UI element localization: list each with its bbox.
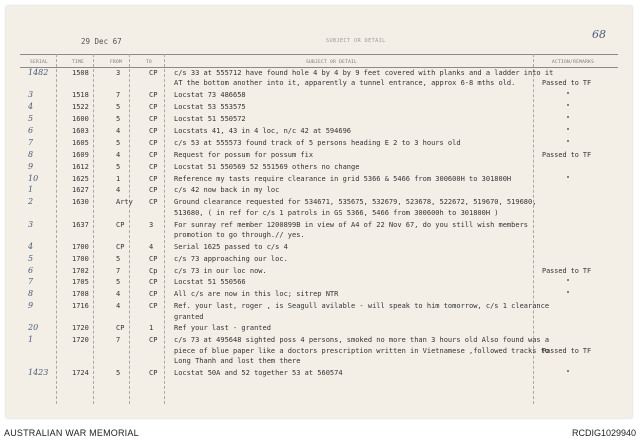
entry-action: "	[566, 115, 571, 123]
entry-action: "	[566, 103, 571, 112]
entry-detail-line: c/s 73 in our loc now.	[174, 266, 267, 275]
entry-detail-line: Locstat 53 553575	[174, 103, 246, 112]
entry-from: CP	[116, 242, 125, 251]
col-header-subject: SUBJECT OR DETAIL	[306, 60, 358, 65]
entry-detail-line: c/s 73 approaching our loc.	[174, 254, 288, 263]
entry-from: Arty	[116, 198, 133, 207]
entry-time: 1518	[72, 91, 89, 100]
entry-to: CP	[149, 198, 158, 207]
entry-detail-line: All c/s are now in this loc; sitrep NTR	[174, 290, 339, 299]
entry-time: 1605	[72, 138, 89, 147]
entry-from: 5	[116, 368, 121, 377]
entry-time: 1708	[72, 290, 89, 299]
entry-time: 1627	[72, 186, 89, 195]
entry-time: 1603	[72, 126, 89, 135]
entry-serial: 1	[28, 185, 34, 195]
entry-action: Passed to TF	[542, 266, 592, 275]
entry-detail-line: Ref. your last, roger , is Seagull avilable - will speak to him tomorrow, c/s 1 clearance	[174, 302, 550, 311]
entry-detail-line: piece of blue paper like a doctors prescription written in Vietnamese ,followed tracks to	[174, 346, 550, 355]
column-divider	[164, 54, 165, 404]
entry-from: 7	[116, 266, 121, 275]
col-header-serial: SERIAL	[30, 60, 49, 65]
entry-to: CP	[149, 186, 158, 195]
entry-from: 4	[116, 302, 121, 311]
entry-serial: 1423	[28, 367, 49, 377]
entry-serial: 6	[28, 265, 34, 275]
entry-detail-line: promotion to go through.// yes.	[174, 230, 305, 239]
entry-action: "	[566, 368, 571, 377]
entry-serial: 4	[28, 102, 34, 112]
entry-action: "	[566, 91, 571, 100]
entry-action: Passed to TF	[542, 79, 592, 88]
entry-time: 1508	[72, 69, 89, 77]
entry-time: 1522	[72, 103, 89, 112]
entry-to: Cp	[149, 266, 158, 275]
entry-from: 5	[116, 103, 121, 112]
entry-to: CP	[149, 115, 158, 123]
entry-time: 1720	[72, 336, 89, 345]
entry-detail-line: Request for possum for possum fix	[174, 150, 314, 159]
entry-from: 7	[116, 91, 121, 100]
entry-time: 1637	[72, 220, 89, 229]
entry-action: Passed to TF	[542, 150, 592, 159]
entry-detail-line: Locstats 41, 43 in 4 loc, n/c 42 at 594696	[174, 126, 352, 135]
entry-from: CP	[116, 324, 125, 333]
entry-detail-line: Locstat 51 550569 52 551569 others no change	[174, 162, 360, 171]
entry-from: 5	[116, 254, 121, 263]
entry-detail-line: Reference my tasts require clearance in grid 5366 & 5466 from 300600H to 301800H	[174, 174, 512, 183]
entry-to: CP	[149, 162, 158, 171]
entry-serial: 5	[28, 253, 34, 263]
entry-serial: 8	[28, 289, 34, 299]
entry-to: CP	[149, 254, 158, 263]
entry-detail-line: 513680, ( in ref for c/s 1 patrols in GS 5366, 5466 from 300600h to 301800H )	[174, 208, 499, 217]
entry-from: 5	[116, 138, 121, 147]
log-sheet	[6, 6, 632, 418]
col-header-time: TIME	[72, 60, 85, 65]
entry-from: 5	[116, 278, 121, 287]
entry-serial: 3	[28, 90, 34, 100]
entry-detail-line: Locstat 73 486658	[174, 91, 246, 100]
entry-serial: 1482	[28, 68, 49, 77]
entry-detail-line: Ref your last - granted	[174, 324, 271, 333]
header-rule-bottom	[20, 67, 618, 68]
entry-to: 4	[149, 242, 154, 251]
footer-institution: AUSTRALIAN WAR MEMORIAL	[4, 428, 139, 438]
entry-time: 1724	[72, 368, 89, 377]
entry-detail-line: AT the bottom another into it, apparently a tunnel entrance, approx 6-8 mths old.	[174, 79, 516, 88]
entry-serial: 6	[28, 125, 34, 135]
entry-time: 1716	[72, 302, 89, 311]
entry-time: 1700	[72, 254, 89, 263]
entry-serial: 20	[28, 323, 39, 333]
header-date: 29 Dec 67	[81, 37, 122, 46]
entry-detail-line: Locstat 51 550566	[174, 278, 246, 287]
entry-serial: 7	[28, 277, 34, 287]
entry-to: CP	[149, 302, 158, 311]
col-header-from: FROM	[110, 60, 123, 65]
entry-serial: 9	[28, 161, 34, 171]
entry-detail-line: c/s 73 at 495648 sighted poss 4 persons, smoked no more than 3 hours old Also found was a	[174, 336, 550, 345]
entry-detail-line: For sunray ref member 1200899B in view of A4 of 22 Nov 67, do you still wish members	[174, 220, 529, 229]
entry-detail-line: Ground clearance requested for 534671, 535675, 532679, 523678, 522672, 519670, 519680,	[174, 198, 537, 207]
entry-serial: 5	[28, 114, 34, 123]
entry-time: 1705	[72, 278, 89, 287]
entry-from: 3	[116, 69, 121, 77]
column-divider	[93, 54, 94, 404]
entry-serial: 10	[28, 173, 39, 183]
entry-serial: 1	[28, 335, 34, 345]
entry-time: 1702	[72, 266, 89, 275]
entry-time: 1609	[72, 150, 89, 159]
header-rule-top	[20, 54, 618, 55]
entry-to: CP	[149, 174, 158, 183]
column-divider	[129, 54, 130, 404]
entry-serial: 8	[28, 149, 34, 159]
entry-serial: 2	[28, 197, 34, 207]
entry-detail-line: Long Thanh and lost them there	[174, 356, 301, 365]
entry-time: 1720	[72, 324, 89, 333]
entry-to: 3	[149, 220, 154, 229]
entry-from: 5	[116, 115, 121, 123]
entry-detail-line: c/s 42 now back in my loc	[174, 186, 280, 195]
entry-detail-line: c/s 53 at 555573 found track of 5 persons heading E 2 to 3 hours old	[174, 138, 461, 147]
entry-from: 4	[116, 290, 121, 299]
entry-time: 1625	[72, 174, 89, 183]
entry-action: Passed to TF	[542, 346, 592, 355]
entry-serial: 7	[28, 137, 34, 147]
entry-time: 1630	[72, 198, 89, 207]
entry-to: CP	[149, 278, 158, 287]
column-divider	[56, 54, 57, 404]
entry-detail-line: c/s 33 at 555712 have found hole 4 by 4 by 9 feet covered with planks and a ladder into it	[174, 69, 554, 77]
entry-serial: 4	[28, 241, 34, 251]
entry-to: 1	[149, 324, 154, 333]
entry-time: 1600	[72, 115, 89, 123]
entry-from: 4	[116, 126, 121, 135]
entry-from: CP	[116, 220, 125, 229]
entry-to: CP	[149, 126, 158, 135]
header-subtitle: SUBJECT OR DETAIL	[326, 38, 386, 44]
entry-to: CP	[149, 150, 158, 159]
entry-time: 1700	[72, 242, 89, 251]
entry-detail-line: granted	[174, 312, 204, 321]
entry-from: 1	[116, 174, 121, 183]
entry-action: "	[566, 174, 571, 183]
entry-detail-line: Locstat 51 550572	[174, 115, 246, 123]
entry-to: CP	[149, 91, 158, 100]
page-number: 68	[592, 28, 606, 41]
entry-serial: 3	[28, 219, 34, 229]
entry-serial: 9	[28, 301, 34, 311]
entry-to: CP	[149, 69, 158, 77]
entry-to: CP	[149, 138, 158, 147]
entry-to: CP	[149, 290, 158, 299]
entry-from: 5	[116, 162, 121, 171]
col-header-to: TO	[146, 60, 153, 65]
entry-detail-line: Serial 1625 passed to c/s 4	[174, 242, 288, 251]
entry-from: 4	[116, 150, 121, 159]
col-header-action: ACTION/REMARKS	[552, 60, 595, 65]
entry-to: CP	[149, 336, 158, 345]
entry-from: 4	[116, 186, 121, 195]
entry-action: "	[566, 290, 571, 299]
entry-to: CP	[149, 103, 158, 112]
footer-document-id: RCDIG1029940	[571, 428, 636, 438]
entry-action: "	[566, 126, 571, 135]
entry-time: 1612	[72, 162, 89, 171]
entry-action: "	[566, 278, 571, 287]
entry-to: CP	[149, 368, 158, 377]
entry-detail-line: Locstat 50A and 52 together 53 at 560574	[174, 368, 343, 377]
entry-action: "	[566, 138, 571, 147]
entry-from: 7	[116, 336, 121, 345]
